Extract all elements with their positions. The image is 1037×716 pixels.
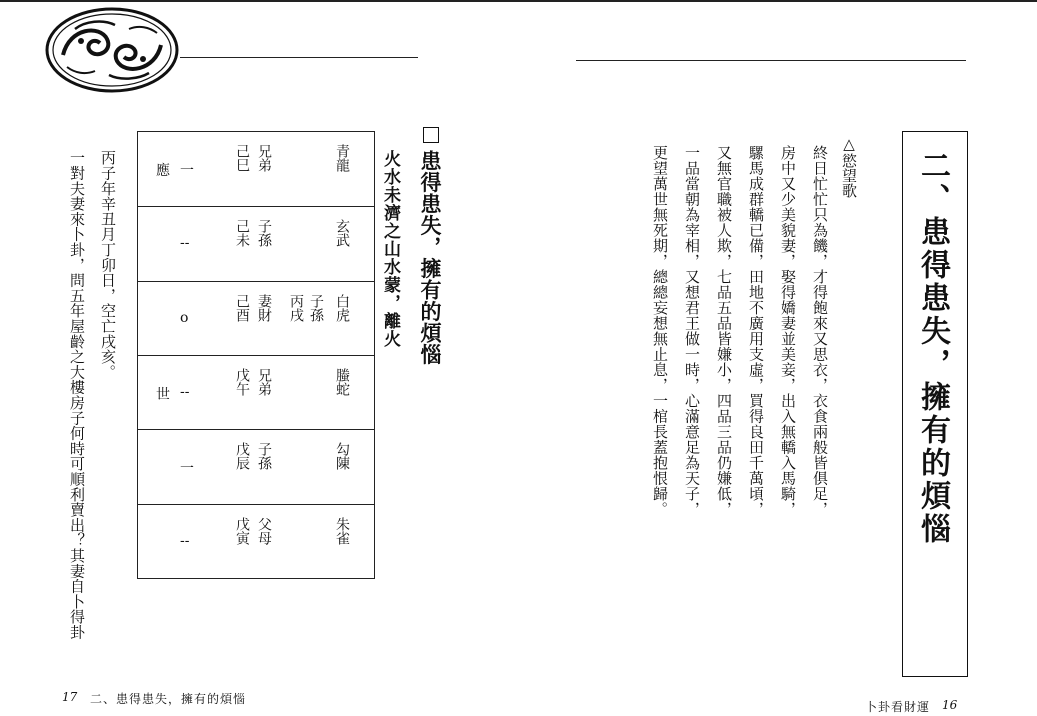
poem-line: 一品當朝為宰相，又想君王做一時，心滿意足為天子， bbox=[683, 145, 701, 517]
left-footer-title: 二、患得患失，擁有的煩惱 bbox=[90, 692, 247, 706]
relation: 父母 bbox=[256, 516, 272, 545]
relation: 兄弟 bbox=[256, 367, 272, 396]
yao-marker: 一 bbox=[180, 163, 194, 179]
relation: 子孫 bbox=[256, 219, 272, 248]
branch: 己未 bbox=[234, 219, 250, 248]
hidden-branch: 丙戌 bbox=[288, 293, 304, 322]
hexagram-table bbox=[137, 131, 375, 579]
hidden-relation: 子孫 bbox=[308, 293, 324, 322]
yao-marker: -- bbox=[180, 235, 190, 252]
six-god: 青龍 bbox=[334, 144, 350, 172]
branch: 己巳 bbox=[234, 144, 250, 172]
six-god: 朱雀 bbox=[334, 516, 350, 545]
branch: 戊辰 bbox=[234, 442, 250, 471]
yao-marker: 一 bbox=[180, 461, 194, 478]
relation: 兄弟 bbox=[256, 144, 272, 172]
table-row bbox=[138, 132, 374, 206]
chapter-title: 二、患得患失，擁有的煩惱 bbox=[915, 150, 950, 546]
yao-marker: -- bbox=[180, 383, 190, 400]
position-label: 世 bbox=[156, 386, 170, 403]
six-god: 玄武 bbox=[334, 219, 350, 248]
six-god: 螣蛇 bbox=[334, 367, 350, 396]
poem-line: 騾馬成群轎已備，田地不廣用支虛，買得良田千萬頃， bbox=[747, 145, 765, 517]
hexagram-name: 火水未濟之山水蒙，離火 bbox=[380, 150, 400, 348]
right-footer-number: 16 bbox=[942, 698, 958, 712]
poem-line: 房中又少美貌妻，娶得嬌妻並美妾，出入無轎入馬騎， bbox=[779, 145, 797, 517]
six-god: 白虎 bbox=[334, 293, 350, 322]
right-footer-title: 卜卦看財運 bbox=[865, 700, 931, 714]
relation: 妻財 bbox=[256, 293, 272, 322]
section-title-box bbox=[423, 127, 439, 143]
table-row bbox=[138, 504, 374, 579]
section-title: 患得患失，擁有的煩惱 bbox=[418, 150, 443, 365]
table-row bbox=[138, 355, 374, 430]
poem-title: △慾望歌 bbox=[840, 135, 858, 198]
poem-line: 終日忙忙只為饑，才得飽來又思衣，衣食兩般皆俱足， bbox=[811, 145, 829, 517]
table-row bbox=[138, 281, 374, 356]
poem-line: 又無官職被人欺，七品五品皆嫌小，四品三品仍嫌低， bbox=[715, 145, 733, 517]
yao-marker: -- bbox=[180, 532, 190, 549]
left-header-rule bbox=[180, 57, 418, 58]
yao-marker: o bbox=[180, 309, 189, 326]
left-footer-number: 17 bbox=[62, 690, 78, 704]
top-border bbox=[0, 0, 1037, 2]
position-label: 應 bbox=[156, 163, 170, 179]
branch: 戊午 bbox=[234, 367, 250, 396]
six-god: 勾陳 bbox=[334, 442, 350, 471]
body-line: 一對夫妻來卜卦，問五年屋齡之大樓房子何時可順利賣出？其妻自卜得卦 bbox=[68, 150, 86, 640]
branch: 己酉 bbox=[234, 293, 250, 322]
table-row bbox=[138, 429, 374, 504]
date-line: 丙子年辛丑月丁卯日，空亡戌亥。 bbox=[99, 150, 117, 380]
branch: 戊寅 bbox=[234, 516, 250, 545]
poem-line: 更望萬世無死期，總總妄想無止息，一棺長蓋抱恨歸。 bbox=[651, 145, 669, 517]
dragon-emblem-icon bbox=[45, 7, 180, 93]
right-header-rule bbox=[576, 60, 966, 61]
relation: 子孫 bbox=[256, 442, 272, 471]
table-row bbox=[138, 206, 374, 281]
